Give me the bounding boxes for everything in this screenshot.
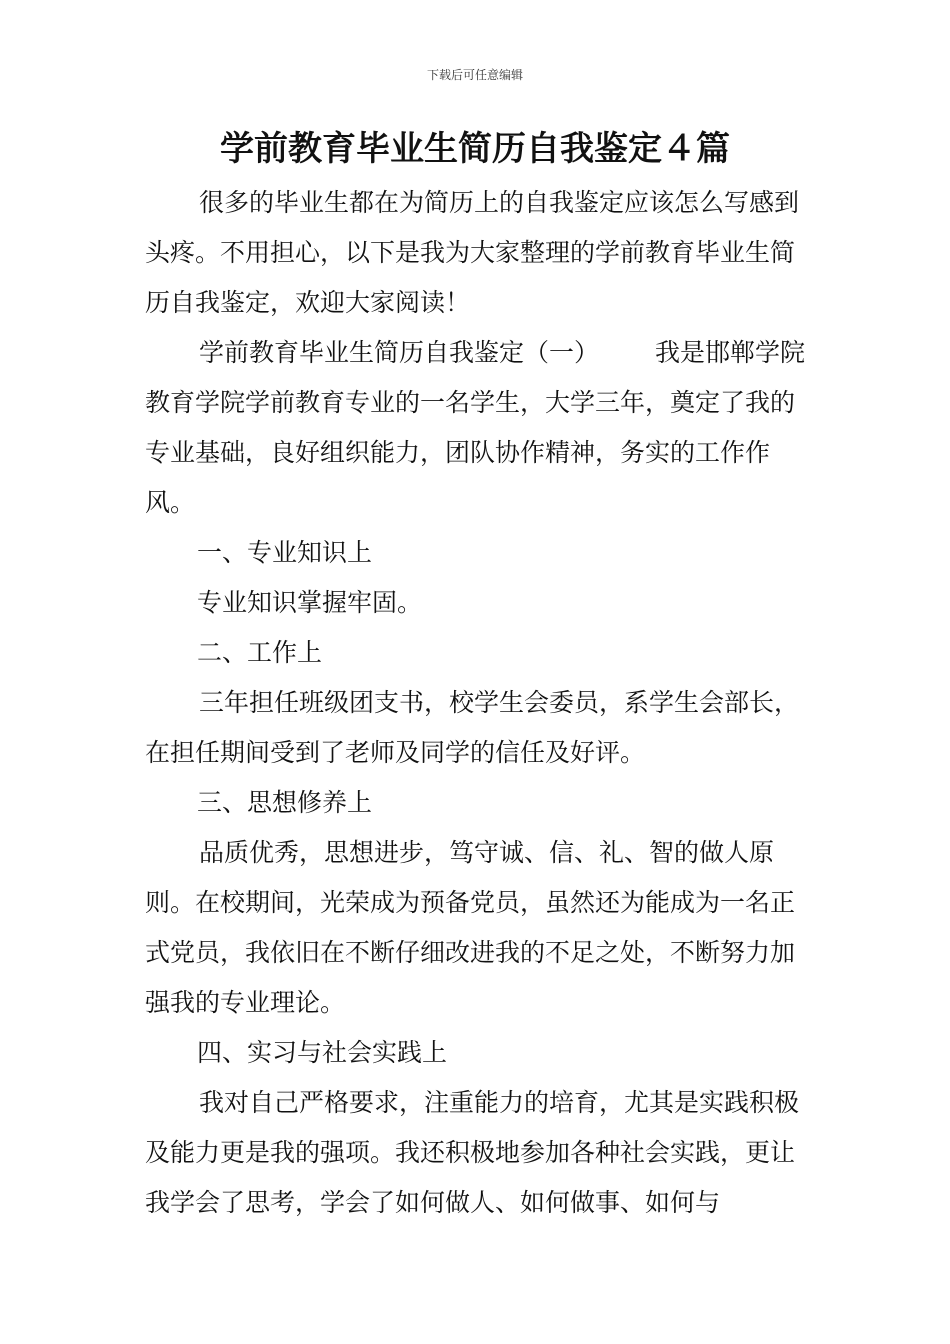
heading-professional-knowledge: 一、专业知识上 bbox=[197, 538, 373, 567]
paragraph-work: 三年担任班级团支书，校学生会委员，系学生会部长，在担任期间受到了老师及同学的信任及好评。 bbox=[145, 688, 800, 767]
intro-paragraph: 很多的毕业生都在为简历上的自我鉴定应该怎么写感到头疼。不用担心，以下是我为大家整理的学前教育毕业生简历自我鉴定，欢迎大家阅读！ bbox=[145, 188, 800, 317]
section-one-paragraph bbox=[145, 328, 815, 528]
document-body bbox=[145, 178, 815, 1228]
paragraph-internship: 我对自己严格要求，注重能力的培育，尤其是实践积极及能力更是我的强项。我还积极地参加各种社会实践，更让我学会了思考，学会了如何做人、如何做事、如何与 bbox=[145, 1088, 800, 1217]
header-note: 下载后可任意编辑 bbox=[426, 68, 523, 82]
section-one-title: 学前教育毕业生简历自我鉴定（一） bbox=[199, 338, 600, 367]
document-title: 学前教育毕业生简历自我鉴定４篇 bbox=[220, 129, 730, 169]
heading-ideology: 三、思想修养上 bbox=[197, 788, 373, 817]
paragraph-professional-knowledge: 专业知识掌握牢固。 bbox=[197, 588, 423, 617]
paragraph-ideology: 品质优秀，思想进步，笃守诚、信、礼、智的做人原则。在校期间，光荣成为预备党员，虽然还为能成为一名正式党员，我依旧在不断仔细改进我的不足之处，不断努力加强我的专业理论。 bbox=[145, 838, 796, 1017]
section-one-intro: 我是邯郸学院教育学院学前教育专业的一名学生，大学三年，奠定了我的专业基础，良好组织能力，团队协作精神，务实的工作作风。 bbox=[145, 338, 806, 517]
heading-work: 二、工作上 bbox=[197, 638, 323, 667]
heading-internship: 四、实习与社会实践上 bbox=[197, 1038, 448, 1067]
